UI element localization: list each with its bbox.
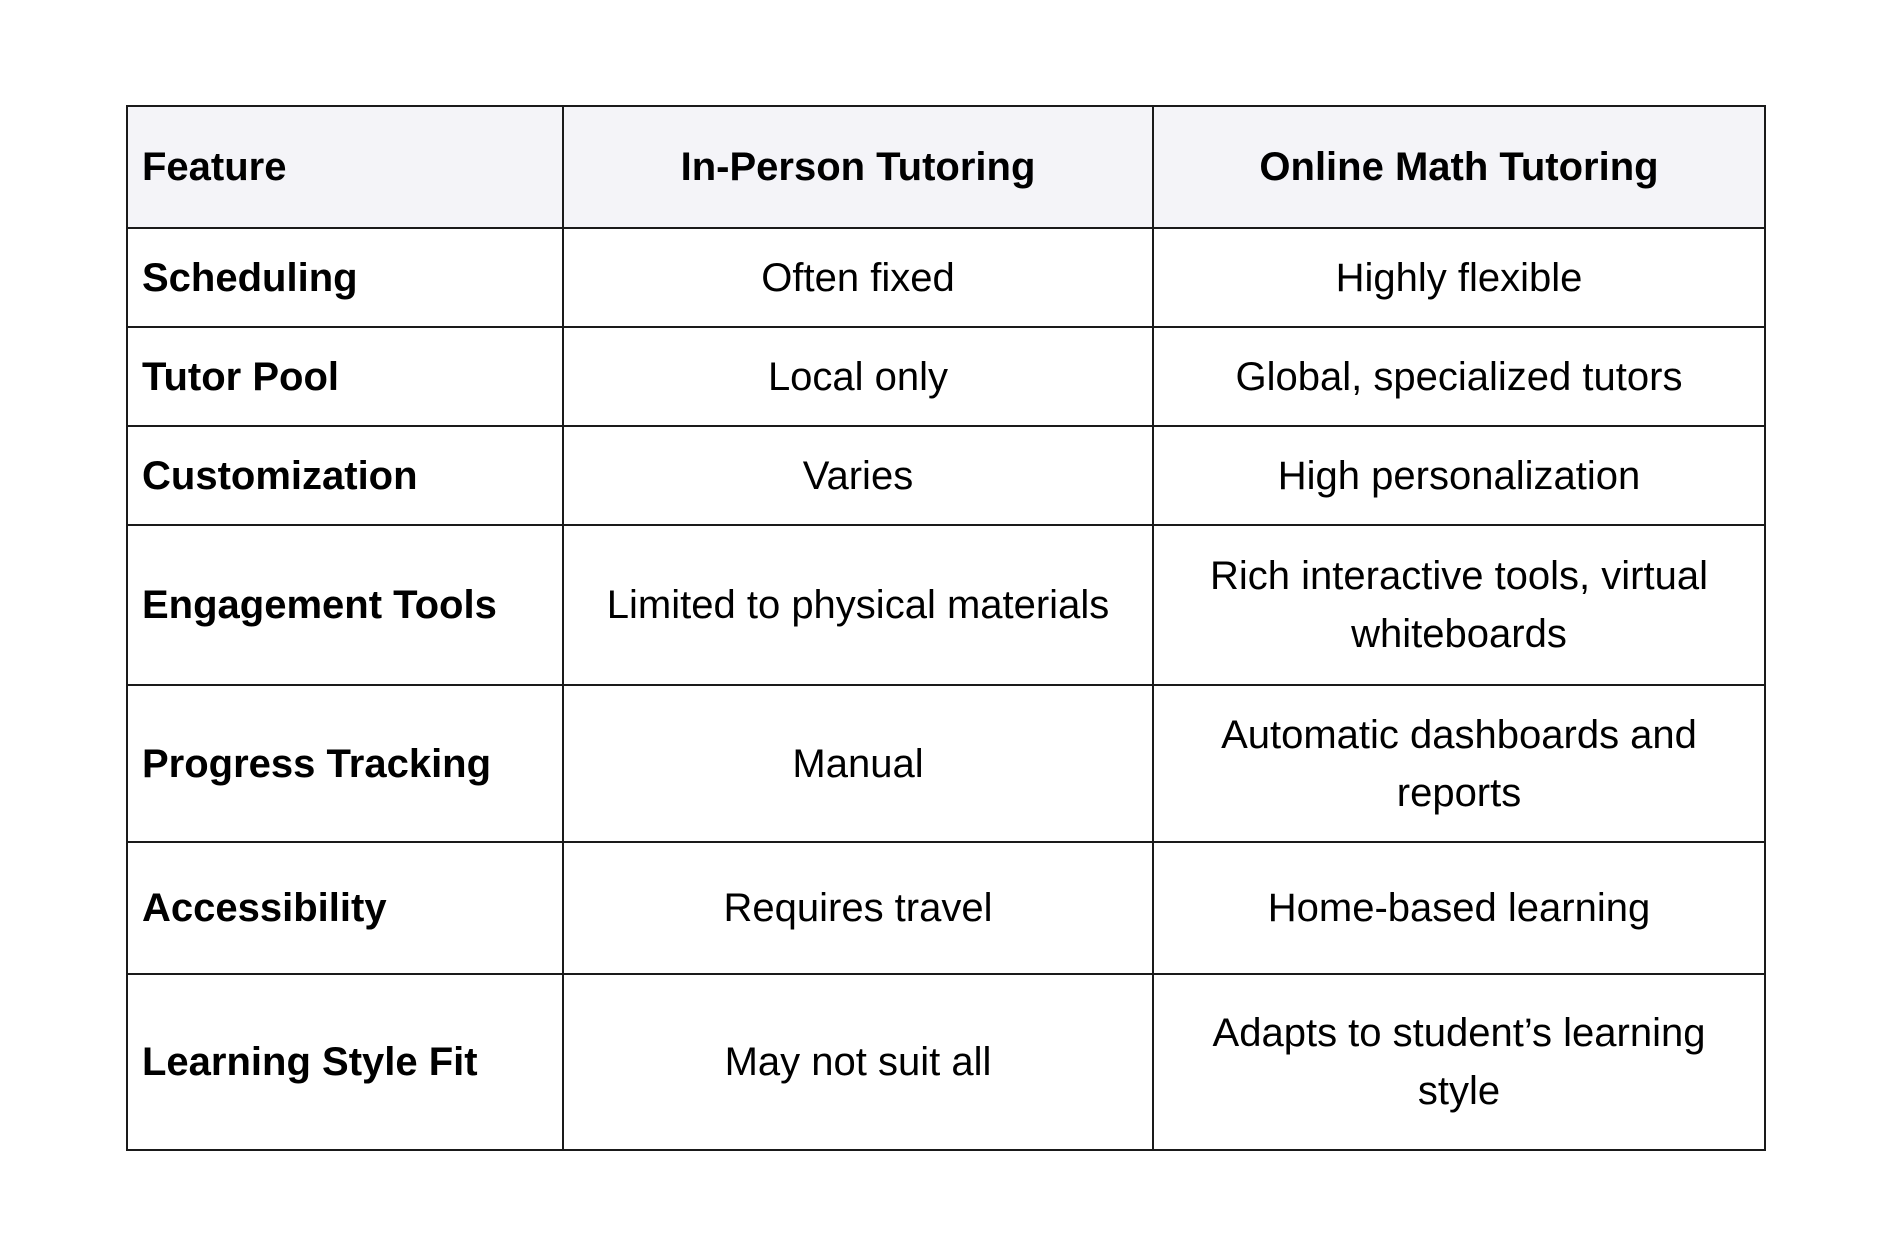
feature-cell: Customization xyxy=(127,426,563,525)
in-person-cell: Often fixed xyxy=(563,228,1153,327)
online-cell: Highly flexible xyxy=(1153,228,1765,327)
feature-cell: Progress Tracking xyxy=(127,685,563,842)
header-in-person-tutoring: In-Person Tutoring xyxy=(563,106,1153,228)
table-row xyxy=(127,426,1765,525)
feature-cell: Tutor Pool xyxy=(127,327,563,426)
table-header-row xyxy=(127,106,1765,228)
online-cell: Automatic dashboards and reports xyxy=(1153,685,1765,842)
in-person-cell: Limited to physical materials xyxy=(563,525,1153,685)
feature-cell: Accessibility xyxy=(127,842,563,974)
online-cell: Rich interactive tools, virtual whiteboards xyxy=(1153,525,1765,685)
feature-cell: Scheduling xyxy=(127,228,563,327)
table-row xyxy=(127,525,1765,685)
comparison-table xyxy=(126,105,1766,1151)
table-row xyxy=(127,842,1765,974)
in-person-cell: Varies xyxy=(563,426,1153,525)
feature-cell: Learning Style Fit xyxy=(127,974,563,1150)
header-feature: Feature xyxy=(127,106,563,228)
table-row xyxy=(127,228,1765,327)
online-cell: High personalization xyxy=(1153,426,1765,525)
online-cell: Global, specialized tutors xyxy=(1153,327,1765,426)
in-person-cell: Requires travel xyxy=(563,842,1153,974)
table-row xyxy=(127,327,1765,426)
online-cell: Adapts to student’s learning style xyxy=(1153,974,1765,1150)
header-online-math-tutoring: Online Math Tutoring xyxy=(1153,106,1765,228)
table-row xyxy=(127,685,1765,842)
comparison-table-container xyxy=(126,105,1766,1151)
in-person-cell: Local only xyxy=(563,327,1153,426)
in-person-cell: Manual xyxy=(563,685,1153,842)
table-row xyxy=(127,974,1765,1150)
online-cell: Home-based learning xyxy=(1153,842,1765,974)
feature-cell: Engagement Tools xyxy=(127,525,563,685)
in-person-cell: May not suit all xyxy=(563,974,1153,1150)
